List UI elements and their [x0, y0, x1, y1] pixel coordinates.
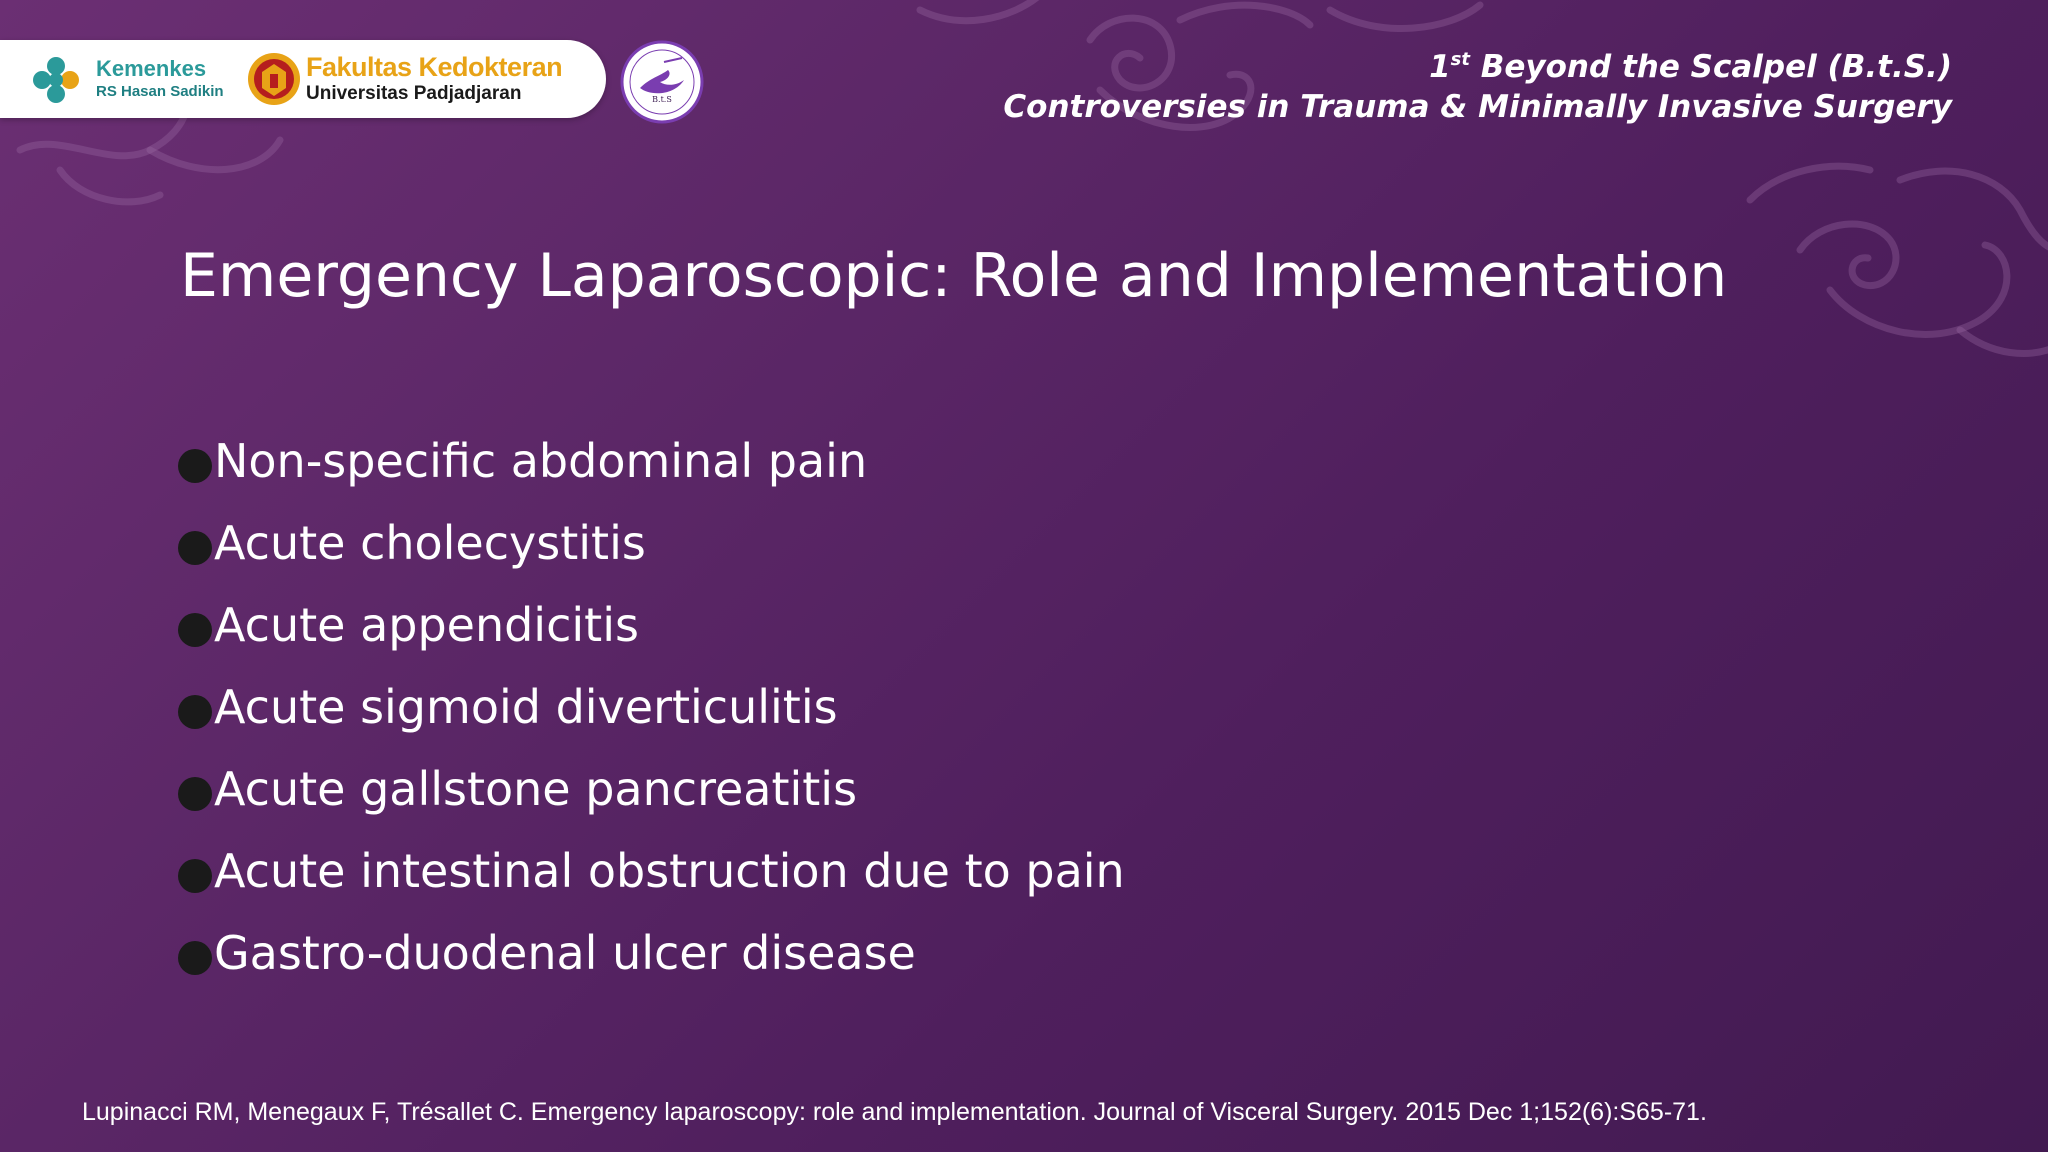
list-item-text: Acute cholecystitis [214, 516, 646, 570]
indication-list [178, 420, 1125, 994]
kemenkes-hospital-name: RS Hasan Sadikin [96, 83, 224, 100]
bullet-dot-icon [178, 449, 212, 483]
list-item [178, 584, 1125, 666]
bullet-dot-icon [178, 695, 212, 729]
list-item [178, 748, 1125, 830]
list-item-text: Gastro-duodenal ulcer disease [214, 926, 916, 980]
bts-logo-mark: B.t.S [652, 95, 672, 104]
bullet-dot-icon [178, 613, 212, 647]
faculty-name: Fakultas Kedokteran [306, 52, 563, 82]
event-subtitle: Controversies in Trauma & Minimally Invasive Surgery [1003, 89, 1952, 125]
list-item [178, 502, 1125, 584]
event-header [1003, 40, 1952, 127]
kemenkes-logo-text [96, 58, 224, 99]
reference-citation: Lupinacci RM, Menegaux F, Trésallet C. Emergency laparoscopy: role and implementation. Journal of Visceral Surgery. 2015 Dec 1;152(6):S65-71. [82, 1098, 1707, 1126]
list-item [178, 912, 1125, 994]
list-item-text: Acute intestinal obstruction due to pain [214, 844, 1125, 898]
kemenkes-logo-icon [28, 52, 84, 108]
bts-logo-icon [620, 40, 704, 124]
sponsor-logo-banner [0, 40, 606, 118]
list-item [178, 830, 1125, 912]
unpad-seal-icon [246, 50, 302, 108]
kemenkes-name: Kemenkes [96, 56, 207, 81]
event-name: 1st Beyond the Scalpel (B.t.S.) [1429, 49, 1952, 85]
bullet-dot-icon [178, 777, 212, 811]
list-item-text: Acute appendicitis [214, 598, 639, 652]
slide-title: Emergency Laparoscopic: Role and Implementation [180, 241, 1728, 311]
list-item [178, 420, 1125, 502]
bullet-dot-icon [178, 531, 212, 565]
bullet-dot-icon [178, 859, 212, 893]
bullet-dot-icon [178, 941, 212, 975]
university-name: Universitas Padjadjaran [306, 83, 522, 104]
list-item-text: Non-specific abdominal pain [214, 434, 868, 488]
list-item [178, 666, 1125, 748]
faculty-logo-text [306, 54, 562, 103]
list-item-text: Acute sigmoid diverticulitis [214, 680, 838, 734]
list-item-text: Acute gallstone pancreatitis [214, 762, 858, 816]
